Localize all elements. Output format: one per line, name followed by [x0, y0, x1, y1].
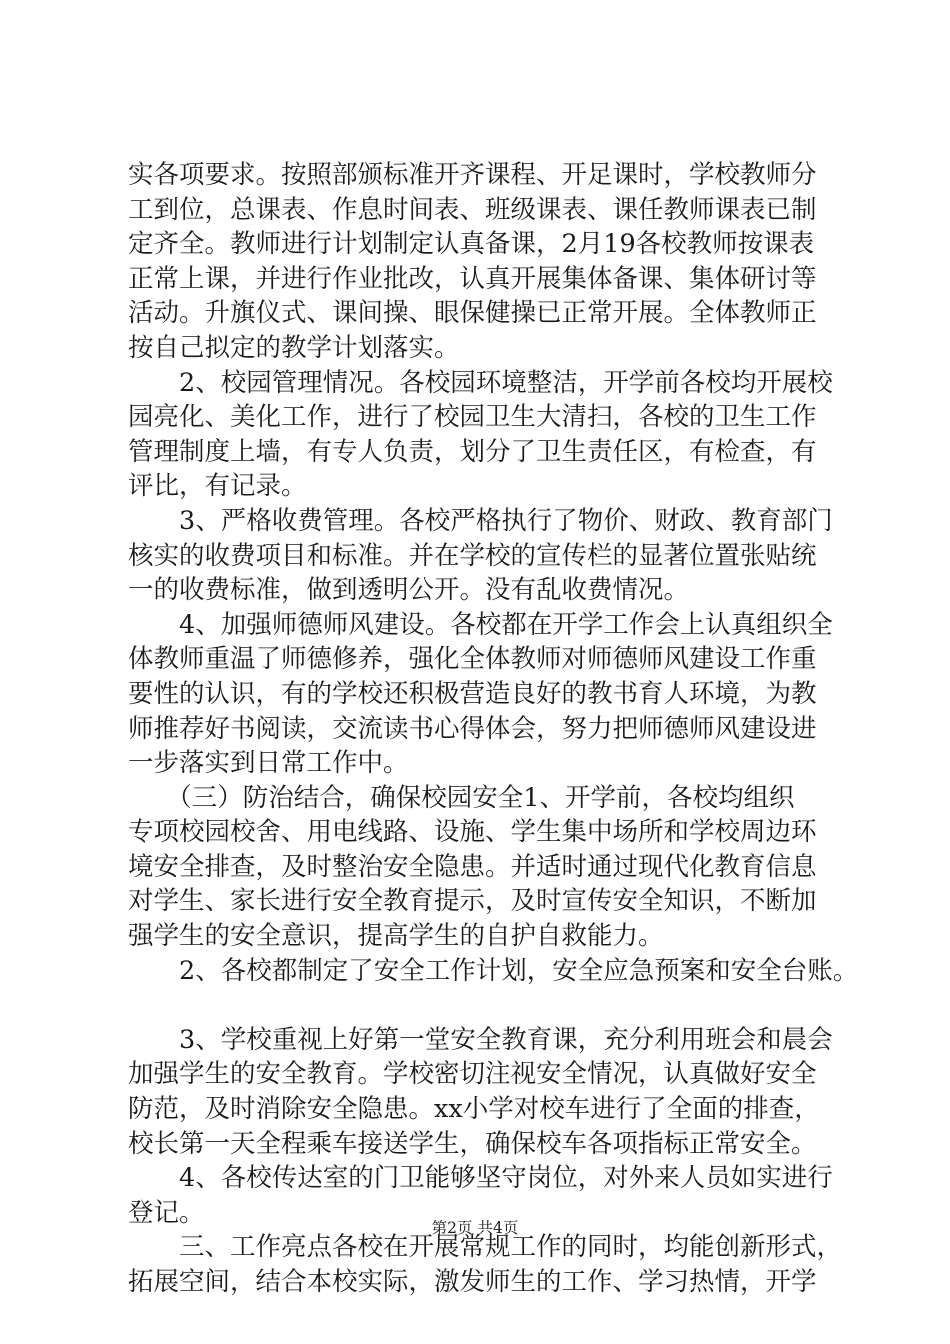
text-line: 实各项要求。按照部颁标准开齐课程、开足课时，学校教师分: [128, 160, 817, 190]
text-line: 加强学生的安全教育。学校密切注视安全情况，认真做好安全: [128, 1059, 817, 1090]
text-line: 防范，及时消除安全隐患。xx小学对校车进行了全面的排查，: [128, 1094, 820, 1125]
text-line: 体教师重温了师德修养，强化全体教师对师德师风建设工作重: [128, 644, 817, 675]
text-line: 要性的认识，有的学校还积极营造良好的教书育人环境，为教: [128, 678, 817, 709]
text-line: 校长第一天全程乘车接送学生，确保校车各项指标正常安全。: [128, 1128, 817, 1159]
text-line: 一的收费标准，做到透明公开。没有乱收费情况。: [128, 575, 690, 606]
text-line: 评比，有记录。: [128, 471, 307, 502]
text-line: 拓展空间，结合本校实际，激发师生的工作、学习热情，开学: [128, 1267, 817, 1297]
text-line: 工到位，总课表、作息时间表、班级课表、课任教师课表已制: [128, 194, 817, 225]
text-line: 核实的收费项目和标准。并在学校的宣传栏的显著位置张贴统: [128, 540, 817, 571]
text-line: 定齐全。教师进行计划制定认真备课，2月19各校教师按课表: [128, 229, 815, 260]
text-line: 专项校园校舍、用电线路、设施、学生集中场所和学校周边环: [128, 817, 817, 848]
text-line: 强学生的安全意识，提高学生的自护自救能力。: [128, 921, 664, 952]
text-line: 3、学校重视上好第一堂安全教育课，充分利用班会和晨会: [128, 1024, 833, 1055]
text-line: （三）防治结合，确保校园安全1、开学前，各校均组织: [128, 782, 795, 813]
text-line: 3、严格收费管理。各校严格执行了物价、财政、教育部门: [128, 505, 833, 536]
body-text: [128, 158, 868, 1300]
text-line: 对学生、家长进行安全教育提示，及时宣传安全知识，不断加: [128, 886, 817, 917]
text-line: 2、校园管理情况。各校园环境整洁，开学前各校均开展校: [128, 367, 833, 398]
text-line: 2、各校都制定了安全工作计划，安全应急预案和安全台账。: [128, 955, 859, 986]
page-footer: 第2页 共4页: [431, 1219, 519, 1237]
text-line: 正常上课，并进行作业批改，认真开展集体备课、集体研讨等: [128, 263, 817, 294]
text-line: 一步落实到日常工作中。: [128, 748, 409, 779]
text-line: 园亮化、美化工作，进行了校园卫生大清扫，各校的卫生工作: [128, 402, 817, 433]
text-line: 按自己拟定的教学计划落实。: [128, 332, 460, 363]
text-line: 4、各校传达室的门卫能够坚守岗位，对外来人员如实进行: [128, 1163, 833, 1194]
paragraph-gap: [128, 988, 868, 1023]
text-line: 三、工作亮点各校在开展常规工作的同时，均能创新形式，: [128, 1232, 843, 1263]
text-line: 4、加强师德师风建设。各校都在开学工作会上认真组织全: [128, 609, 833, 640]
text-line: 师推荐好书阅读，交流读书心得体会，努力把师德师风建设进: [128, 713, 817, 744]
text-line: 登记。: [128, 1197, 205, 1228]
text-line: 活动。升旗仪式、课间操、眼保健操已正常开展。全体教师正: [128, 298, 817, 329]
text-line: 管理制度上墙，有专人负责，划分了卫生责任区，有检查，有: [128, 436, 817, 467]
text-line: 境安全排查，及时整治安全隐患。并适时通过现代化教育信息: [128, 851, 817, 882]
